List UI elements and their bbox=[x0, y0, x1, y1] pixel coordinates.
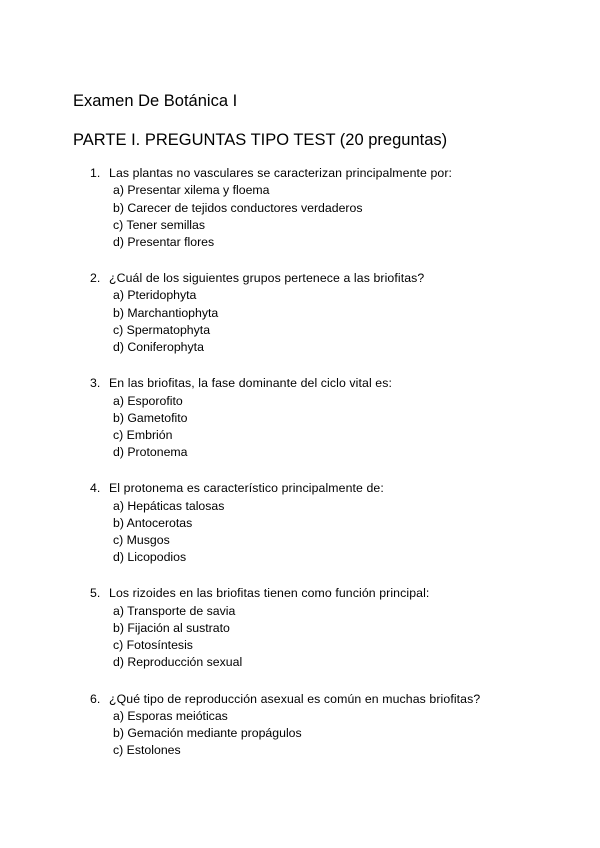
answer-option: c) Embrión bbox=[113, 427, 173, 442]
answer-option: b) Carecer de tejidos conductores verdaderos bbox=[113, 200, 363, 215]
question-text: El protonema es característico principalmente de: bbox=[109, 481, 384, 496]
answer-option: d) Presentar flores bbox=[113, 234, 215, 249]
answer-option: d) Reproducción sexual bbox=[113, 655, 243, 670]
option-list bbox=[73, 287, 560, 356]
question-number: 1. bbox=[90, 166, 101, 180]
answer-option: a) Hepáticas talosas bbox=[113, 498, 225, 513]
question-line bbox=[73, 375, 560, 392]
question-item bbox=[73, 691, 560, 760]
answer-option: c) Tener semillas bbox=[113, 217, 206, 232]
question-item bbox=[73, 165, 560, 251]
answer-option: c) Fotosíntesis bbox=[113, 638, 193, 653]
question-text: Los rizoides en las briofitas tienen como función principal: bbox=[109, 586, 430, 601]
question-line bbox=[73, 480, 560, 497]
answer-option: d) Protonema bbox=[113, 445, 188, 460]
answer-option: b) Fijación al sustrato bbox=[113, 620, 230, 635]
option-list bbox=[73, 603, 560, 672]
question-item bbox=[73, 480, 560, 566]
question-item bbox=[73, 270, 560, 356]
answer-option: a) Transporte de savia bbox=[113, 603, 236, 618]
option-list bbox=[73, 393, 560, 462]
question-text: En las briofitas, la fase dominante del ciclo vital es: bbox=[109, 376, 393, 391]
section-title: PARTE I. PREGUNTAS TIPO TEST (20 preguntas) bbox=[73, 131, 448, 149]
answer-option: a) Esporofito bbox=[113, 393, 183, 408]
answer-option: b) Gametofito bbox=[113, 410, 188, 425]
question-number: 4. bbox=[90, 481, 101, 496]
answer-option: c) Spermatophyta bbox=[113, 322, 211, 337]
question-number: 5. bbox=[90, 586, 101, 601]
question-number: 6. bbox=[90, 691, 101, 706]
answer-option: b) Marchantiophyta bbox=[113, 305, 219, 320]
option-list bbox=[73, 498, 560, 567]
question-line bbox=[73, 691, 560, 708]
answer-option: a) Presentar xilema y floema bbox=[113, 183, 270, 198]
question-text: ¿Qué tipo de reproducción asexual es común en muchas briofitas? bbox=[109, 691, 481, 706]
answer-option: d) Coniferophyta bbox=[113, 340, 204, 355]
answer-option: c) Musgos bbox=[113, 533, 170, 548]
answer-option: a) Pteridophyta bbox=[113, 288, 197, 303]
answer-option: a) Esporas meióticas bbox=[113, 708, 228, 723]
answer-option: b) Gemación mediante propágulos bbox=[113, 726, 302, 741]
question-number: 3. bbox=[90, 376, 101, 391]
question-line bbox=[73, 165, 560, 182]
question-item bbox=[73, 585, 560, 671]
option-list bbox=[73, 182, 560, 251]
question-line bbox=[73, 585, 560, 602]
option-list bbox=[73, 708, 560, 760]
exam-title: Examen De Botánica I bbox=[73, 92, 238, 110]
question-list bbox=[73, 165, 560, 759]
question-item bbox=[73, 375, 560, 461]
question-line bbox=[73, 270, 560, 287]
answer-option: b) Antocerotas bbox=[113, 515, 193, 530]
question-text: ¿Cuál de los siguientes grupos pertenece a las briofitas? bbox=[109, 271, 425, 286]
question-text: Las plantas no vasculares se caracterizan principalmente por: bbox=[109, 166, 453, 180]
question-number: 2. bbox=[90, 271, 101, 286]
answer-option: d) Licopodios bbox=[113, 550, 187, 565]
answer-option: c) Estolones bbox=[113, 743, 181, 758]
